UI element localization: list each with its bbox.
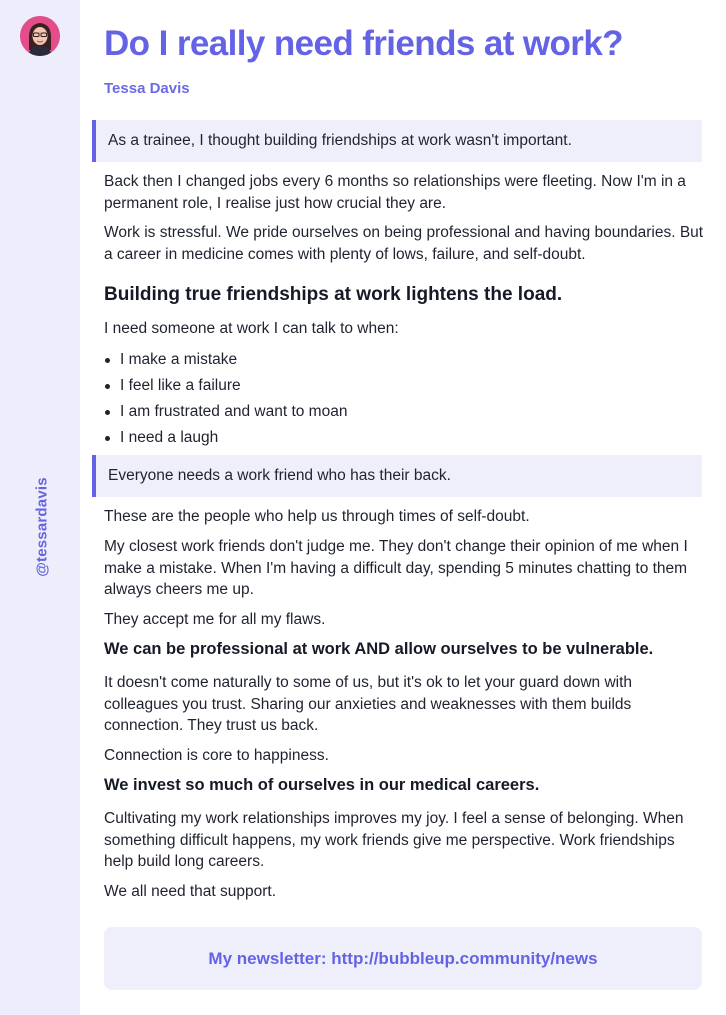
list-item: I am frustrated and want to moan bbox=[104, 399, 347, 425]
paragraph-5: My closest work friends don't judge me. They don't change their opinion of me when I make a mistake. When I'm having a difficult day, spending 5 minutes chatting to them always cheers me up. bbox=[104, 538, 688, 598]
sidebar bbox=[0, 0, 80, 1015]
pull-quote-2: Everyone needs a work friend who has their back. bbox=[92, 455, 702, 497]
paragraph-3: I need someone at work I can talk to when: bbox=[104, 320, 399, 337]
paragraph-7: It doesn't come naturally to some of us, but it's ok to let your guard down with colleagues you trust. Sharing our anxieties and weaknesses with them builds connection. They trust us back. bbox=[104, 674, 633, 734]
heading-1: Building true friendships at work lightens the load. bbox=[104, 284, 563, 305]
bullet-list bbox=[104, 347, 347, 451]
avatar-portrait-icon bbox=[20, 16, 60, 56]
list-item: I need a laugh bbox=[104, 425, 347, 451]
heading-3: We invest so much of ourselves in our medical careers. bbox=[104, 776, 540, 794]
paragraph-8: Connection is core to happiness. bbox=[104, 747, 329, 764]
author-name: Tessa Davis bbox=[104, 80, 190, 97]
heading-2: We can be professional at work AND allow ourselves to be vulnerable. bbox=[104, 640, 654, 658]
list-item: I make a mistake bbox=[104, 347, 347, 373]
twitter-handle[interactable]: @tessardavis bbox=[33, 477, 51, 577]
paragraph-9: Cultivating my work relationships improves my joy. I feel a sense of belonging. When something difficult happens, my work friends give me perspective. Work friendships help build long careers. bbox=[104, 810, 684, 870]
paragraph-1: Back then I changed jobs every 6 months so relationships were fleeting. Now I'm in a permanent role, I realise just how crucial they are. bbox=[104, 173, 686, 212]
avatar[interactable] bbox=[20, 16, 60, 56]
paragraph-10: We all need that support. bbox=[104, 883, 277, 900]
page-title: Do I really need friends at work? bbox=[104, 24, 623, 63]
newsletter-link[interactable]: My newsletter: http://bubbleup.community/news bbox=[104, 927, 702, 990]
pull-quote-1: As a trainee, I thought building friendships at work wasn't important. bbox=[92, 120, 702, 162]
paragraph-6: They accept me for all my flaws. bbox=[104, 611, 326, 628]
paragraph-4: These are the people who help us through times of self-doubt. bbox=[104, 508, 530, 525]
list-item: I feel like a failure bbox=[104, 373, 347, 399]
paragraph-2: Work is stressful. We pride ourselves on being professional and having boundaries. But a career in medicine comes with plenty of lows, failure, and self-doubt. bbox=[104, 224, 704, 263]
